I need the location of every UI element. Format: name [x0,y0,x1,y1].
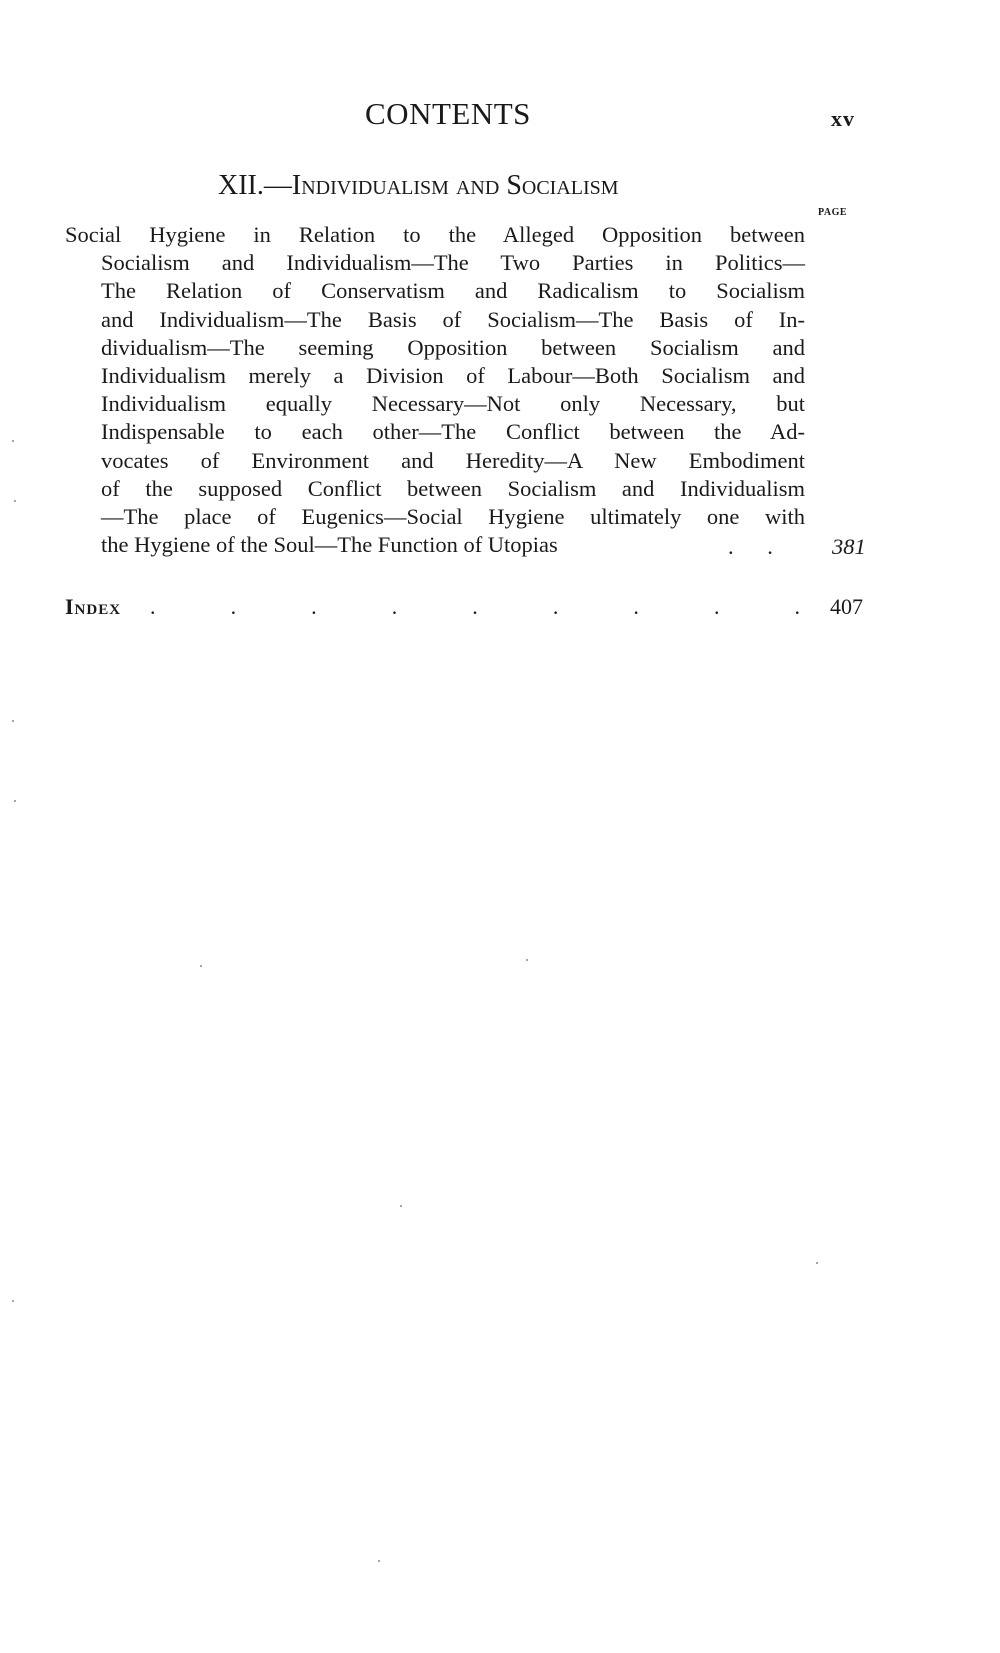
chapter-numeral: XII. [218,170,264,201]
chapter-title [218,170,619,202]
leader-dot: . [150,594,156,619]
synopsis-page-number: 381 [832,534,866,559]
scan-speck [14,800,16,802]
synopsis-line: Indispensable to each other—The Conflict between the Ad- [101,419,805,445]
synopsis-line: Individualism merely a Division of Labour—Both Socialism and [101,363,805,389]
index-label: Index [65,594,122,619]
scan-speck [12,1300,14,1302]
synopsis-line: Socialism and Individualism—The Two Parties in Politics— [101,250,805,276]
chapter-title-part1: Individualism [291,170,449,201]
chapter-title-and: and [455,170,500,201]
leader-dot: . [713,594,720,619]
leader-dot: . [391,594,398,619]
synopsis-line: and Individualism—The Basis of Socialism—The Basis of In- [101,306,805,332]
chapter-dash: — [263,170,292,201]
synopsis-line: the Hygiene of the Soul—The Function of Utopias [101,532,558,558]
scan-speck [200,965,202,967]
running-head: CONTENTS [365,96,531,131]
synopsis-line: Social Hygiene in Relation to the Alleged Opposition between [65,222,805,247]
scan-speck [816,1262,818,1264]
leader-dot: . [230,594,237,619]
leader-dot: . [472,594,478,619]
leader-dot: . [552,594,559,619]
leader-dot: . [794,594,800,619]
synopsis-line: vocates of Environment and Heredity—A New Embodiment [101,447,805,473]
chapter-synopsis [65,221,805,559]
leader-dot: . [311,594,317,619]
leader-dot: . [633,594,639,619]
scan-speck [400,1205,402,1207]
page-folio: xv [831,106,855,131]
synopsis-line: of the supposed Conflict between Socialism and Individualism [101,475,805,501]
synopsis-dot-leaders: . . [728,534,787,559]
scan-speck [14,500,16,502]
scan-speck [12,720,14,722]
synopsis-line: Individualism equally Necessary—Not only Necessary, but [101,391,805,417]
synopsis-line: dividualism—The seeming Opposition between Socialism and [101,334,805,360]
index-page-number: 407 [830,594,863,619]
scan-speck [526,959,528,961]
page-column-label: PAGE [818,207,848,218]
synopsis-line: The Relation of Conservatism and Radicalism to Socialism [101,278,805,304]
scan-speck [378,1560,380,1562]
chapter-title-part2: Socialism [506,170,619,201]
scan-speck [12,440,14,442]
index-dot-leaders [150,594,800,620]
synopsis-line: —The place of Eugenics—Social Hygiene ultimately one with [101,504,805,530]
